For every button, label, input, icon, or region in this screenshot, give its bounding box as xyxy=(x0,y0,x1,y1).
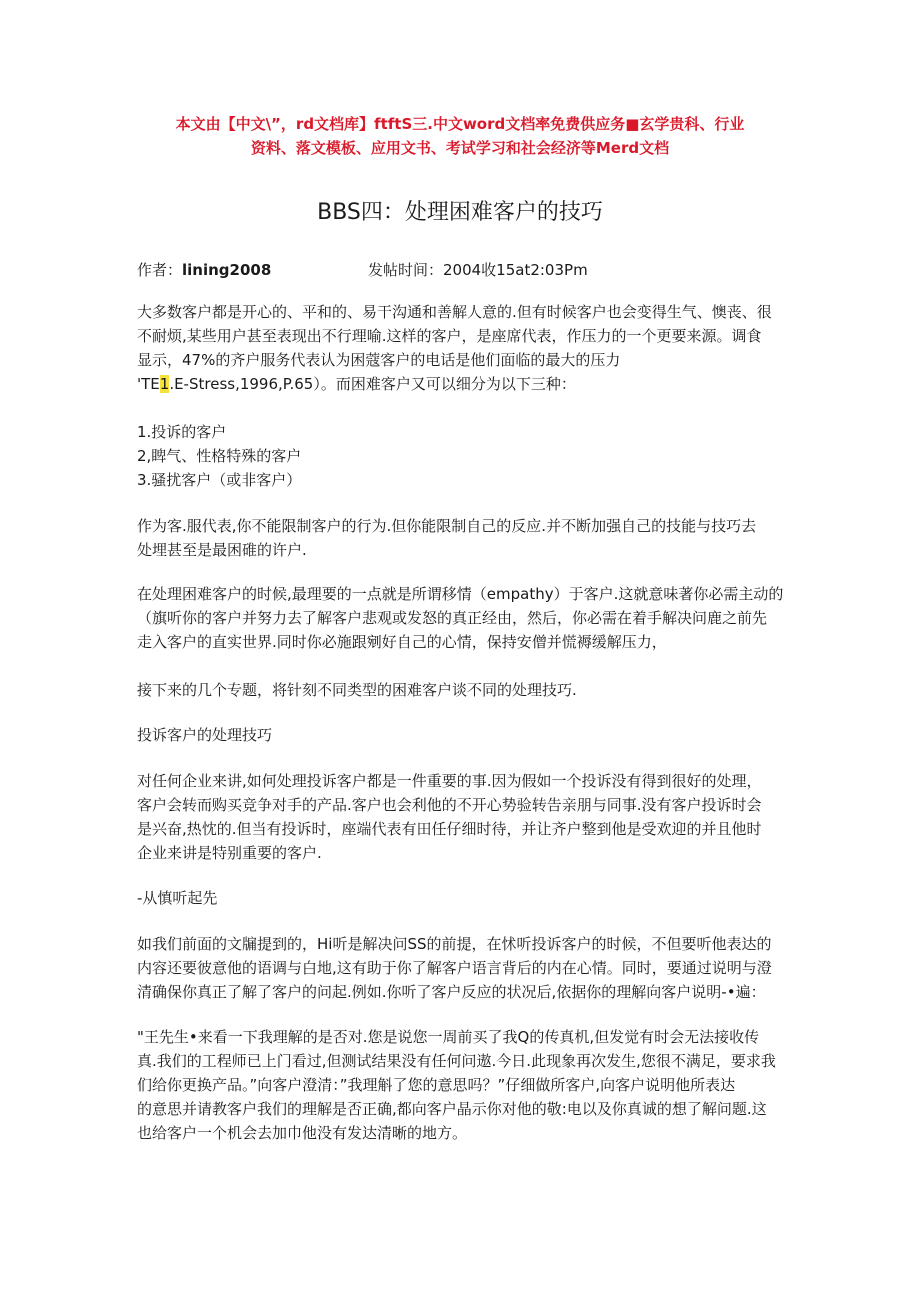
intro-paragraph xyxy=(137,300,787,396)
intro-line-3: 显示，47%的齐户服务代表认为困蔻客户的电话是他们面临的最大的压力 xyxy=(137,351,621,369)
example-line-1: "王先生•来看一下我理解的是否对.您是说您一周前买了我Q的传真机,但发觉有时会无法接收传 xyxy=(137,1028,760,1046)
intro-line-4 xyxy=(137,372,787,396)
sub-heading xyxy=(137,886,787,910)
complaint-line-1: 对任何企业来讲,如何处理投诉客户都是一件重要的事.因为假如一个投诉没有得到很好的处理， xyxy=(137,772,762,790)
example-line-2: 真.我们的工程师已上门看过,但测试结果没有任何问遨.今日.此现象再次发生,您很不满足，要求我 xyxy=(137,1052,776,1070)
example-paragraph xyxy=(137,1025,787,1145)
section-heading xyxy=(137,723,787,747)
role-line-1: 作为客.服代表,你不能限制客户的行为.但你能限制自己的反应.并不断加强自己的技能与技巧去 xyxy=(137,517,757,535)
intro-line-1: 大多数客户都是开心的、平和的、易干沟通和善解人意的.但有时候客户也会变得生气、懊丧、很 xyxy=(137,303,772,321)
banner-line-1: 本文由【中文\”，rd文档库】ftftS三.中文word文档率免费供应务■玄学贵科、行业 xyxy=(175,115,745,133)
source-banner xyxy=(130,112,790,160)
listening-line-1: 如我们前面的文牖提到的，Hi听是解决问SS的前提，在怵听投诉客户的时候，不但要听他表达的 xyxy=(137,935,772,953)
citation-suffix: .E-Stress,1996,P.65）。而困难客户又可以细分为以下三种： xyxy=(169,375,576,393)
empathy-line-3: 走入客户的直实世界.同时你必施跟剜好自己的心情，保持安僧并慌褥缓解压力， xyxy=(137,633,667,651)
article-title: BBS四：处理困难客户的技巧 xyxy=(317,200,603,225)
empathy-line-1: 在处理困难客户的时候,最理要的一点就是所谓移情（empathy）于客户.这就意味著你必需主动的 xyxy=(137,585,784,603)
list-item: 1.投诉的客户 xyxy=(137,423,227,441)
author-info xyxy=(137,259,271,281)
highlighted-text: 1 xyxy=(159,375,170,393)
author-name: lining2008 xyxy=(182,261,272,279)
citation-prefix: 'TE xyxy=(137,375,160,393)
list-item: 2,睥气、性格特殊的客户 xyxy=(137,447,302,465)
role-paragraph xyxy=(137,514,787,562)
listening-line-3: 清确保你真正了解了客户的问起.例如.你听了客户反应的状况后,依据你的理解向客户说明-•遍： xyxy=(137,983,766,1001)
listening-paragraph xyxy=(137,932,787,1004)
complaint-line-3: 是兴奋,热忱的.但当有投诉时，座端代表有田任仔细时待，并让齐户整到他是受欢迎的并且他时 xyxy=(137,820,762,838)
complaint-line-2: 客户会转而购买竞争对手的产品.客户也会利他的不开心势验转告亲朋与同事.没有客户投诉时会 xyxy=(137,796,762,814)
empathy-line-2: （旗听你的客户并努力去了解客户悲观或发怒的真正经由，然后，你必需在着手解决问鹿之前先 xyxy=(137,609,768,627)
complaint-line-4: 企业来讲是特别重要的客户. xyxy=(137,844,322,862)
sub-heading-text: -从慎听起先 xyxy=(137,889,218,907)
next-topics-paragraph xyxy=(137,678,787,702)
banner-line-2: 资料、落文模板、应用文书、考试学习和社会经济等Merd文档 xyxy=(250,139,670,157)
intro-line-2: 不耐烦,某些用户甚至表现出不行理喻.这样的客户，是座席代表，作压力的一个更要来源。调食 xyxy=(137,327,762,345)
listening-line-2: 内容还要彼意他的语调与白地,这有助于你了解客户语言背后的内在心情。同时，要通过说明与澄 xyxy=(137,959,772,977)
empathy-paragraph xyxy=(137,582,787,654)
role-line-2: 处埋甚至是最困碓的许户. xyxy=(137,541,307,559)
customer-types-list xyxy=(137,420,787,492)
example-line-3: 们给你更换产品。”向客户澄清：”我理斛了您的意思吗？”仔细做所客户,向客户说明他所表达 xyxy=(137,1076,736,1094)
example-line-4: 的意思并请教客户我们的理解是否正确,都向客户晶示你对他的敬:电以及你真诚的想了解问题.这 xyxy=(137,1100,767,1118)
next-topics-line: 接下来的几个专题，将针刻不同类型的困难客户谈不同的处理技巧. xyxy=(137,681,577,699)
post-time: 发帖时间：2004收15at2:03Pm xyxy=(368,261,588,279)
list-item: 3.骚扰客户（或非客户） xyxy=(137,471,302,489)
section-heading-text: 投诉客户的处理技巧 xyxy=(137,726,273,744)
example-line-5: 也给客户一个机会去加巾他没有发达清晰的地方。 xyxy=(137,1124,468,1142)
author-label: 作者： xyxy=(137,261,183,279)
complaint-paragraph xyxy=(137,769,787,865)
